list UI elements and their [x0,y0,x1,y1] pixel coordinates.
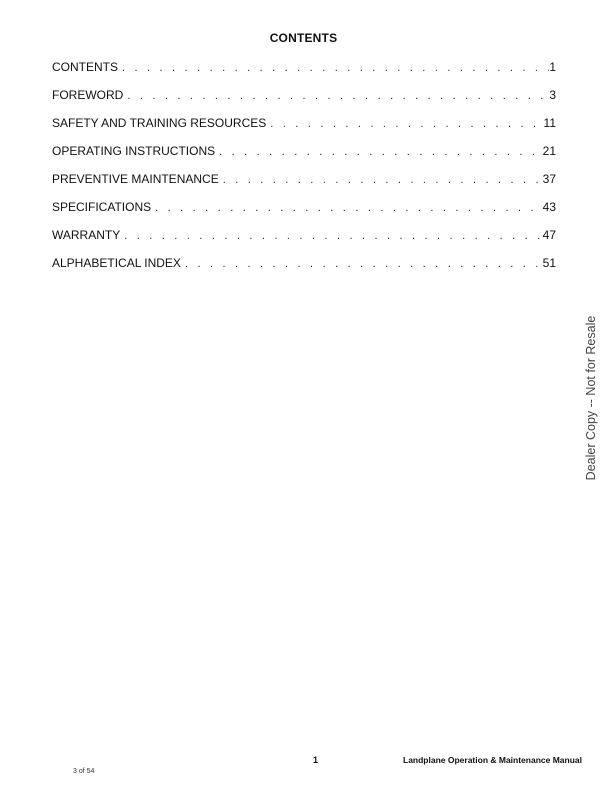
toc-entry-specifications[interactable] [52,198,556,226]
toc-entry-label: WARRANTY [52,228,121,242]
toc-entry-label: FOREWORD [52,88,124,102]
dealer-copy-watermark: Dealer Copy -- Not for Resale [584,315,598,481]
toc-entry-label: SAFETY AND TRAINING RESOURCES [52,116,267,130]
dot-leader [127,87,549,105]
toc-entry-contents[interactable] [52,58,556,86]
toc-entry-label: CONTENTS [52,60,118,74]
dot-leader [122,59,549,77]
table-of-contents [52,58,556,282]
toc-entry-safety-and-training-resources[interactable] [52,114,556,142]
toc-entry-label: PREVENTIVE MAINTENANCE [52,172,219,186]
toc-entry-page: 43 [542,200,556,214]
toc-entry-page: 11 [543,116,556,130]
dot-leader [219,143,543,161]
toc-entry-page: 1 [549,60,556,74]
dot-leader [124,227,542,245]
toc-entry-operating-instructions[interactable] [52,142,556,170]
footer-page-number: 1 [313,755,319,765]
toc-entry-warranty[interactable] [52,226,556,254]
footer-manual-title: Landplane Operation & Maintenance Manual [403,755,582,765]
toc-entry-page: 37 [542,172,556,186]
toc-entry-foreword[interactable] [52,86,556,114]
toc-entry-page: 47 [542,228,556,242]
toc-entry-label: ALPHABETICAL INDEX [52,256,181,270]
dot-leader [270,115,543,133]
dot-leader [185,255,543,273]
toc-entry-page: 3 [549,88,556,102]
dot-leader [223,171,543,189]
toc-entry-label: SPECIFICATIONS [52,200,152,214]
pdf-page-indicator: 3 of 54 [73,768,95,775]
dot-leader [155,199,543,217]
toc-entry-preventive-maintenance[interactable] [52,170,556,198]
page-title: CONTENTS [269,31,338,45]
toc-entry-page: 21 [542,144,556,158]
toc-entry-page: 51 [542,256,556,270]
toc-entry-alphabetical-index[interactable] [52,254,556,282]
toc-entry-label: OPERATING INSTRUCTIONS [52,144,216,158]
